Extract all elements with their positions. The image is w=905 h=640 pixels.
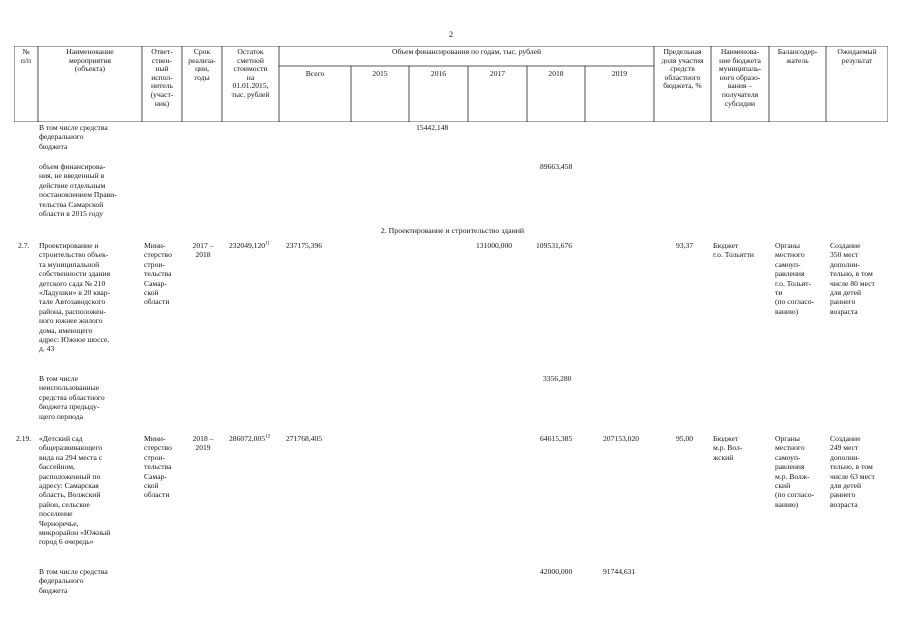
header-holder: Балансодер- жатель [777,47,818,65]
item-219-2019: 207153,020 [603,434,640,443]
item-219-balance-value: 286072,005 [229,434,266,443]
item-219-balance-footnote: 12 [265,434,271,440]
header-year-2017: 2017 [489,69,506,78]
item-27-balance-value: 232049,120 [229,241,266,250]
item-219-share: 95,00 [676,434,694,443]
item-219-2018: 64615,385 [540,434,573,443]
item-27-balance-footnote: 11 [265,241,270,247]
header-budget: Наименова- ние бюджета муниципаль- ного образо- вания – получателя субсидии [718,47,762,108]
header-period: Срок реализа- ции, годы [188,47,216,82]
row-federal-2016: 15442,148 [416,123,449,132]
header-share: Предельная доля участия средств областного бюджета, % [661,47,704,91]
table-header [14,46,888,122]
header-result: Ожидаемый результат [837,47,877,65]
header-executor: Ответ- ствен- ный испол- нитель (участ- ник) [150,47,174,108]
item-27-budget: Бюджет г.о. Тольятти [713,241,754,260]
row-unactivated-name: объем финансирова- ния, не введенный в действие отдельным постановлением Прави- тельства Самарской области в 2015 году [39,162,117,219]
item-219-executor: Мини- стерство строи- тельства Самар- ской области [144,434,172,500]
item-219-holder: Органы местного самоуп- равления м.р. Волж- ский (по согласо- ванию) [775,434,815,509]
item-219-num: 2.19. [16,434,32,443]
header-funding: Объем финансирования по годам, тыс. рублей [391,47,542,56]
item-219-name: «Детский сад общеразвивающего вида на 294 места с бассейном, расположенный по адресу: Самарская область, Волжский район, сельское поселение Черноречье, микрорайон «Южный город 6 очередь» [39,434,111,547]
item-27-2017: 131000,000 [476,241,513,250]
item-27-holder: Органы местного самоуп- равления г.о. Тольят- ти (по согласо- ванию) [775,241,815,316]
header-year-2015: 2015 [372,69,388,78]
item-27-num: 2.7. [18,241,30,250]
item-219-sub-2019: 91744,631 [603,567,636,576]
item-219-sub-name: В том числе средства федерального бюджета [39,567,108,595]
item-27-name: Проектирование и строительство объек- та муниципальной собственности здания детского сада № 210 «Ладушки» в 20 квар- тале Автозаводского района, расположен- ного южнее жилого дома, имеющего адрес: Южное шоссе, д. 43 [39,241,111,354]
page-number: 2 [449,30,453,39]
header-total: Всего [305,69,325,78]
item-27-sub-name: В том числе неиспользованные средства областного бюджета предыду- щего периода [39,374,105,421]
section-title: 2. Проектирование и строительство зданий [380,226,525,235]
item-219-sub-2018: 42000,000 [540,567,573,576]
item-27-executor: Мини- стерство строи- тельства Самар- ской области [144,241,172,307]
item-27-share: 93,37 [676,241,694,250]
item-219-total: 271768,405 [286,434,323,443]
item-27-total: 237175,396 [286,241,323,250]
item-27-result: Создание 350 мест дополни- тельно, в том числе 80 мест для детей раннего возраста [830,241,875,316]
header-year-2016: 2016 [430,69,447,78]
item-219-balance [229,434,270,443]
item-27-2018: 109531,676 [536,241,573,250]
item-219-result: Создание 249 мест дополни- тельно, в том числе 63 мест для детей раннего возраста [830,434,875,509]
header-year-2019: 2019 [611,69,628,78]
item-27-period: 2017 – 2018 [192,241,214,260]
item-27-balance [229,241,270,250]
header-num: № п/п [20,47,32,65]
row-federal-name: В том числе средства федерального бюджета [39,123,108,151]
item-27-sub-2018: 3356,280 [543,374,572,383]
header-balance: Остаток сметной стоимости на 01.01.2015, тыс. рублей [231,47,270,99]
item-219-period: 2018 – 2019 [192,434,214,453]
header-name: Наименование мероприятия (объекта) [66,47,114,74]
item-219-budget: Бюджет м.р. Вол- жский [713,434,743,462]
header-year-2018: 2018 [548,69,564,78]
row-unactivated-2018: 89663,458 [540,162,573,171]
